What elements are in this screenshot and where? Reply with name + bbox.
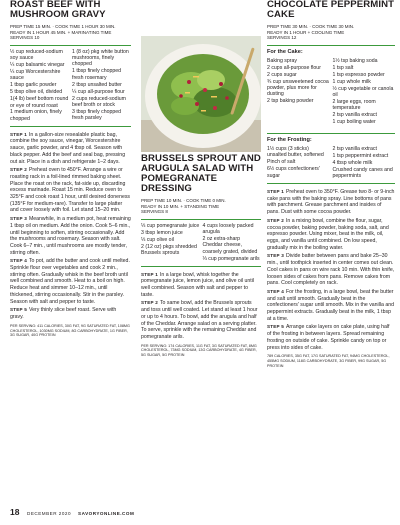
ingredient-item: 1 tsp salt [332,64,354,71]
ingredient-item: Crushed candy canes and peppermints [332,166,393,180]
ingredient-item: ½ cup reduced-sodium soy sauce [10,48,63,62]
ingredient-item: 1 (8 oz) pkg white button mushrooms, finely chopped [72,48,129,68]
ingredient-item: Pinch of salt [267,159,296,166]
step-text: In a large bowl, whisk together the pomegranate juice, lemon juice, and olive oil until well combined. Season with salt and pepper to taste. [141,271,255,298]
step-number: STEP 2 [141,300,158,306]
step-paragraph [10,216,131,256]
ingredient-item: Baking spray [267,57,297,64]
step-number: STEP 3 [267,253,284,259]
recipe-roast-beef [10,0,131,338]
step-number: STEP 2 [10,167,27,173]
nutrition-info: 789 CALORIES, 35G FAT, 17G SATURATED FAT, 94MG CHOLESTEROL, 455MG SODIUM, 118G CARBOHYDRATE, 3G FIBER, 99G SUGAR, 5G PROTEIN [267,354,390,368]
ingredient-item: ⅓ cup pomegranate juice [141,222,200,229]
ingredient-item: 2 tsp baking powder [267,98,314,105]
step-paragraph [141,300,261,340]
step-number: STEP 1 [10,131,27,137]
cake-ingredients-right [333,58,396,126]
step-paragraph [10,132,131,166]
recipe-times: PREP TIME 10 MIN. · COOK TIME 0 MIN. READY IN 10 MIN. + STANDING TIME SERVINGS 8 [141,198,226,215]
issue-month: DECEMBER 2020 [27,511,72,516]
step-text: Preheat oven to 450°F. Arrange a wire or roasting rack in a foil-lined rimmed baking sheet. Place the roast on the rack, fat-side up, discarding excess marinade. Roast 15 min. Reduce oven to 325°F and cook roast 1 hour, until desired doneness (135°F for medium-rare). Transfer to large platter and cover loosely with foil. Let stand 15–20 min. [10,167,131,214]
ingredient-item: 2 tbsp unsalted butter [72,81,122,88]
ingredient-item: 1 cup whole milk [332,78,371,85]
step-paragraph [10,167,131,214]
ingredient-item: 2 tsp vanilla extract [332,145,377,152]
ingredient-item: 2 large eggs, room temperature [332,98,376,112]
ingredient-item: 3 tbsp finely chopped fresh parsley [72,108,122,122]
cake-subheading: For the Cake: [267,48,303,55]
step-number: STEP 2 [267,217,284,223]
ingredient-item: ¼ cup all-purpose flour [72,88,125,95]
step-text: To same bowl, add the Brussels sprouts and toss until well coated. Let stand at least 1 hour or up to 4 hours. To bowl, add the arugula and half of the Cheddar. Arrange salad on a serving platter. To serve, sprinkle with the remaining Cheddar and pomegranate arils. [141,300,258,340]
step-text: Divide batter between pans and bake 25–30 min., until toothpick inserted in center comes out clean. Cool cakes in pans on wire rack 10 min. With thin knife, loosen sides of cakes from pans. Remove cakes from pans. Cool completely on rack. [267,253,395,287]
ingredients-list-left [141,223,200,263]
ingredient-item: 3 tbsp lemon juice [141,229,183,236]
recipe-brussels-salad [141,154,261,358]
cake-ingredients-left [267,58,330,126]
ingredient-item: 1 tsp peppermint extract [332,152,389,159]
ingredient-item: ½ cup vegetable or canola oil [332,85,394,98]
ingredients-list-right [203,223,262,263]
step-paragraph [10,258,131,305]
website: SAVORYONLINE.COM [78,511,135,516]
nutrition-info: PER SERVING: 174 CALORIES, 11G FAT, 3G SATURATED FAT, 8MG CHOLESTEROL, 73MG SODIUM, 13G CARBOHYDRATE, 4G FIBER, 5G SUGAR, 5G PROTEIN [141,343,257,358]
step-paragraph [267,324,395,351]
recipe-title: CHOCOLATE PEPPERMINT CAKE [267,0,395,20]
ingredients-box [10,45,131,127]
steps [267,189,395,351]
ingredient-item: 1 tbsp garlic powder [10,82,57,89]
ingredient-item: 1 medium onion, finely chopped [10,109,62,122]
ingredient-item: 1½ tsp baking soda [332,57,378,64]
step-paragraph [141,272,261,299]
ingredients-box [141,219,261,267]
step-number: STEP 1 [267,189,284,195]
ingredient-item: 1 cup boiling water [332,119,376,126]
frosting-subheading: For the Frosting: [267,136,312,143]
step-number: STEP 1 [141,271,158,277]
ingredient-item: 2 cups all-purpose flour [267,64,321,71]
step-text: Meanwhile, in a medium pot, heat remaining 1 tbsp oil on medium. Add the onion. Cook 5–6 min., until beginning to soften, stirring occasionally. Add the mushrooms and rosemary. Season with salt. Cook 6–7 min., until mushrooms are mostly tender, stirring often. [10,216,131,256]
recipe-title: BRUSSELS SPROUT AND ARUGULA SALAD WITH POMEGRANATE DRESSING [141,153,261,194]
step-paragraph [267,289,395,323]
step-text: To pot, add the butter and cook until melted. Sprinkle flour over vegetables and cook 2 min., stirring often. Gradually whisk in the beef broth until well combined and smooth. Heat to a boil on high. Reduce heat and simmer 10–12 min., until thickened, stirring occasionally. Stir in the parsley. Season with salt and pepper to taste. [10,258,130,305]
ingredients-list-left [10,49,69,123]
page-footer [0,501,400,525]
frosting-ingredients-left [267,146,330,180]
salad-photo [141,36,261,152]
step-paragraph [267,253,395,287]
ingredient-item: 1 tbsp finely chopped fresh rosemary [72,68,122,81]
step-number: STEP 5 [267,324,284,330]
footer-meta [27,511,134,516]
recipe-times: PREP TIME 30 MIN. · COOK TIME 30 MIN. READY IN 1 HOUR + COOLING TIME SERVINGS 12 [267,24,355,41]
ingredient-item: ⅓ cup olive oil [141,236,174,243]
step-text: In a mixing bowl, combine the flour, sugar, cocoa powder, baking powder, baking soda, salt, and espresso powder. Using mixer, beat in the milk, oil, eggs, and vanilla until combined. On low speed, gradually mix in the boiling water. [267,217,389,251]
step-text: Very thinly slice beef roast. Serve with gravy. [10,307,117,320]
ingredient-item: 4 tbsp whole milk [332,159,373,166]
steps [10,132,131,321]
ingredient-item: ¼ cup Worcestershire sauce [10,69,61,82]
ingredients-list-right [72,49,131,123]
step-text: Arrange cake layers on cake plate, using half of the frosting in between layers. Spread remaining frosting on outside of cake. Sprinkle candy on top or press into sides of cake. [267,324,390,351]
ingredient-item: 2 cups sugar [267,71,297,78]
ingredient-item: 4 cups loosely packed arugula [202,222,254,236]
steps [141,272,261,341]
ingredient-item: 1 tsp espresso powder [332,71,385,78]
step-number: STEP 3 [10,216,27,222]
ingredient-item: 2 cups reduced-sodium beef broth or stock [72,95,126,108]
ingredient-item: ⅓ cup pomegranate arils [202,255,260,262]
step-paragraph [267,189,395,216]
ingredient-item: 2 tsp vanilla extract [332,112,377,119]
recipe-title: ROAST BEEF WITH MUSHROOM GRAVY [10,0,106,20]
ingredient-item: 1½ cups (3 sticks) unsalted butter, softened [267,145,324,159]
frosting-ingredients-right [333,146,396,180]
step-paragraph [10,307,131,320]
step-number: STEP 4 [267,288,284,294]
step-number: STEP 5 [10,307,27,313]
cake-ingredients-box [267,45,395,129]
recipe-chocolate-cake [267,0,395,369]
ingredient-item: 2 oz extra-sharp Cheddar cheese, coarsely grated, divided [202,236,258,255]
step-text: In a gallon-size resealable plastic bag, combine the soy sauce, vinegar, Worcestershire sauce, garlic powder, and 4 tbsp oil. Season with black pepper. Add the beef and seal bag, pressing out air. Place in a dish and refrigerate 1–2 days. [10,131,126,165]
ingredient-item: 6½ cups confectioners' sugar [267,166,320,179]
step-number: STEP 4 [10,258,27,264]
ingredient-item: 5 tbsp olive oil, divided [10,89,63,96]
nutrition-info: PER SERVING: 411 CALORIES, 30G FAT, 9G SATURATED FAT, 108MG CHOLESTEROL, 1030MG SODIUM, 8G CARBOHYDRATE, 1G FIBER, 3G SUGAR, 40G PROTEIN [10,323,130,338]
ingredient-item: ¾ cup unsweetened cocoa powder, plus more for dusting [267,78,329,98]
ingredient-item: 2 (12 oz) pkgs shredded Brussels sprouts [141,243,197,256]
frosting-ingredients-box [267,133,395,184]
ingredient-item: 1(4 lb) beef bottom round or eye of round roast [10,96,69,109]
ingredient-item: ¼ cup balsamic vinegar [10,62,65,69]
step-paragraph [267,218,395,252]
step-text: For the frosting, in a large bowl, beat the butter and salt until smooth. Gradually beat in the confectioners' sugar until smooth. Mix in the vanilla and peppermint extracts. Gradually beat in the milk, 1 tbsp at a time. [267,288,394,322]
page-number: 18 [10,507,20,517]
recipe-times: PREP TIME 15 MIN. · COOK TIME 1 HOUR 30 MIN. READY IN 1 HOUR 45 MIN. + MARINATING TIME SERVINGS 10 [10,24,116,41]
step-text: Preheat oven to 350°F. Grease two 8- or 9-inch cake pans with the baking spray. Line bottoms of pans with parchment. Grease parchment and insides of pans. Dust with some cocoa powder. [267,189,395,216]
